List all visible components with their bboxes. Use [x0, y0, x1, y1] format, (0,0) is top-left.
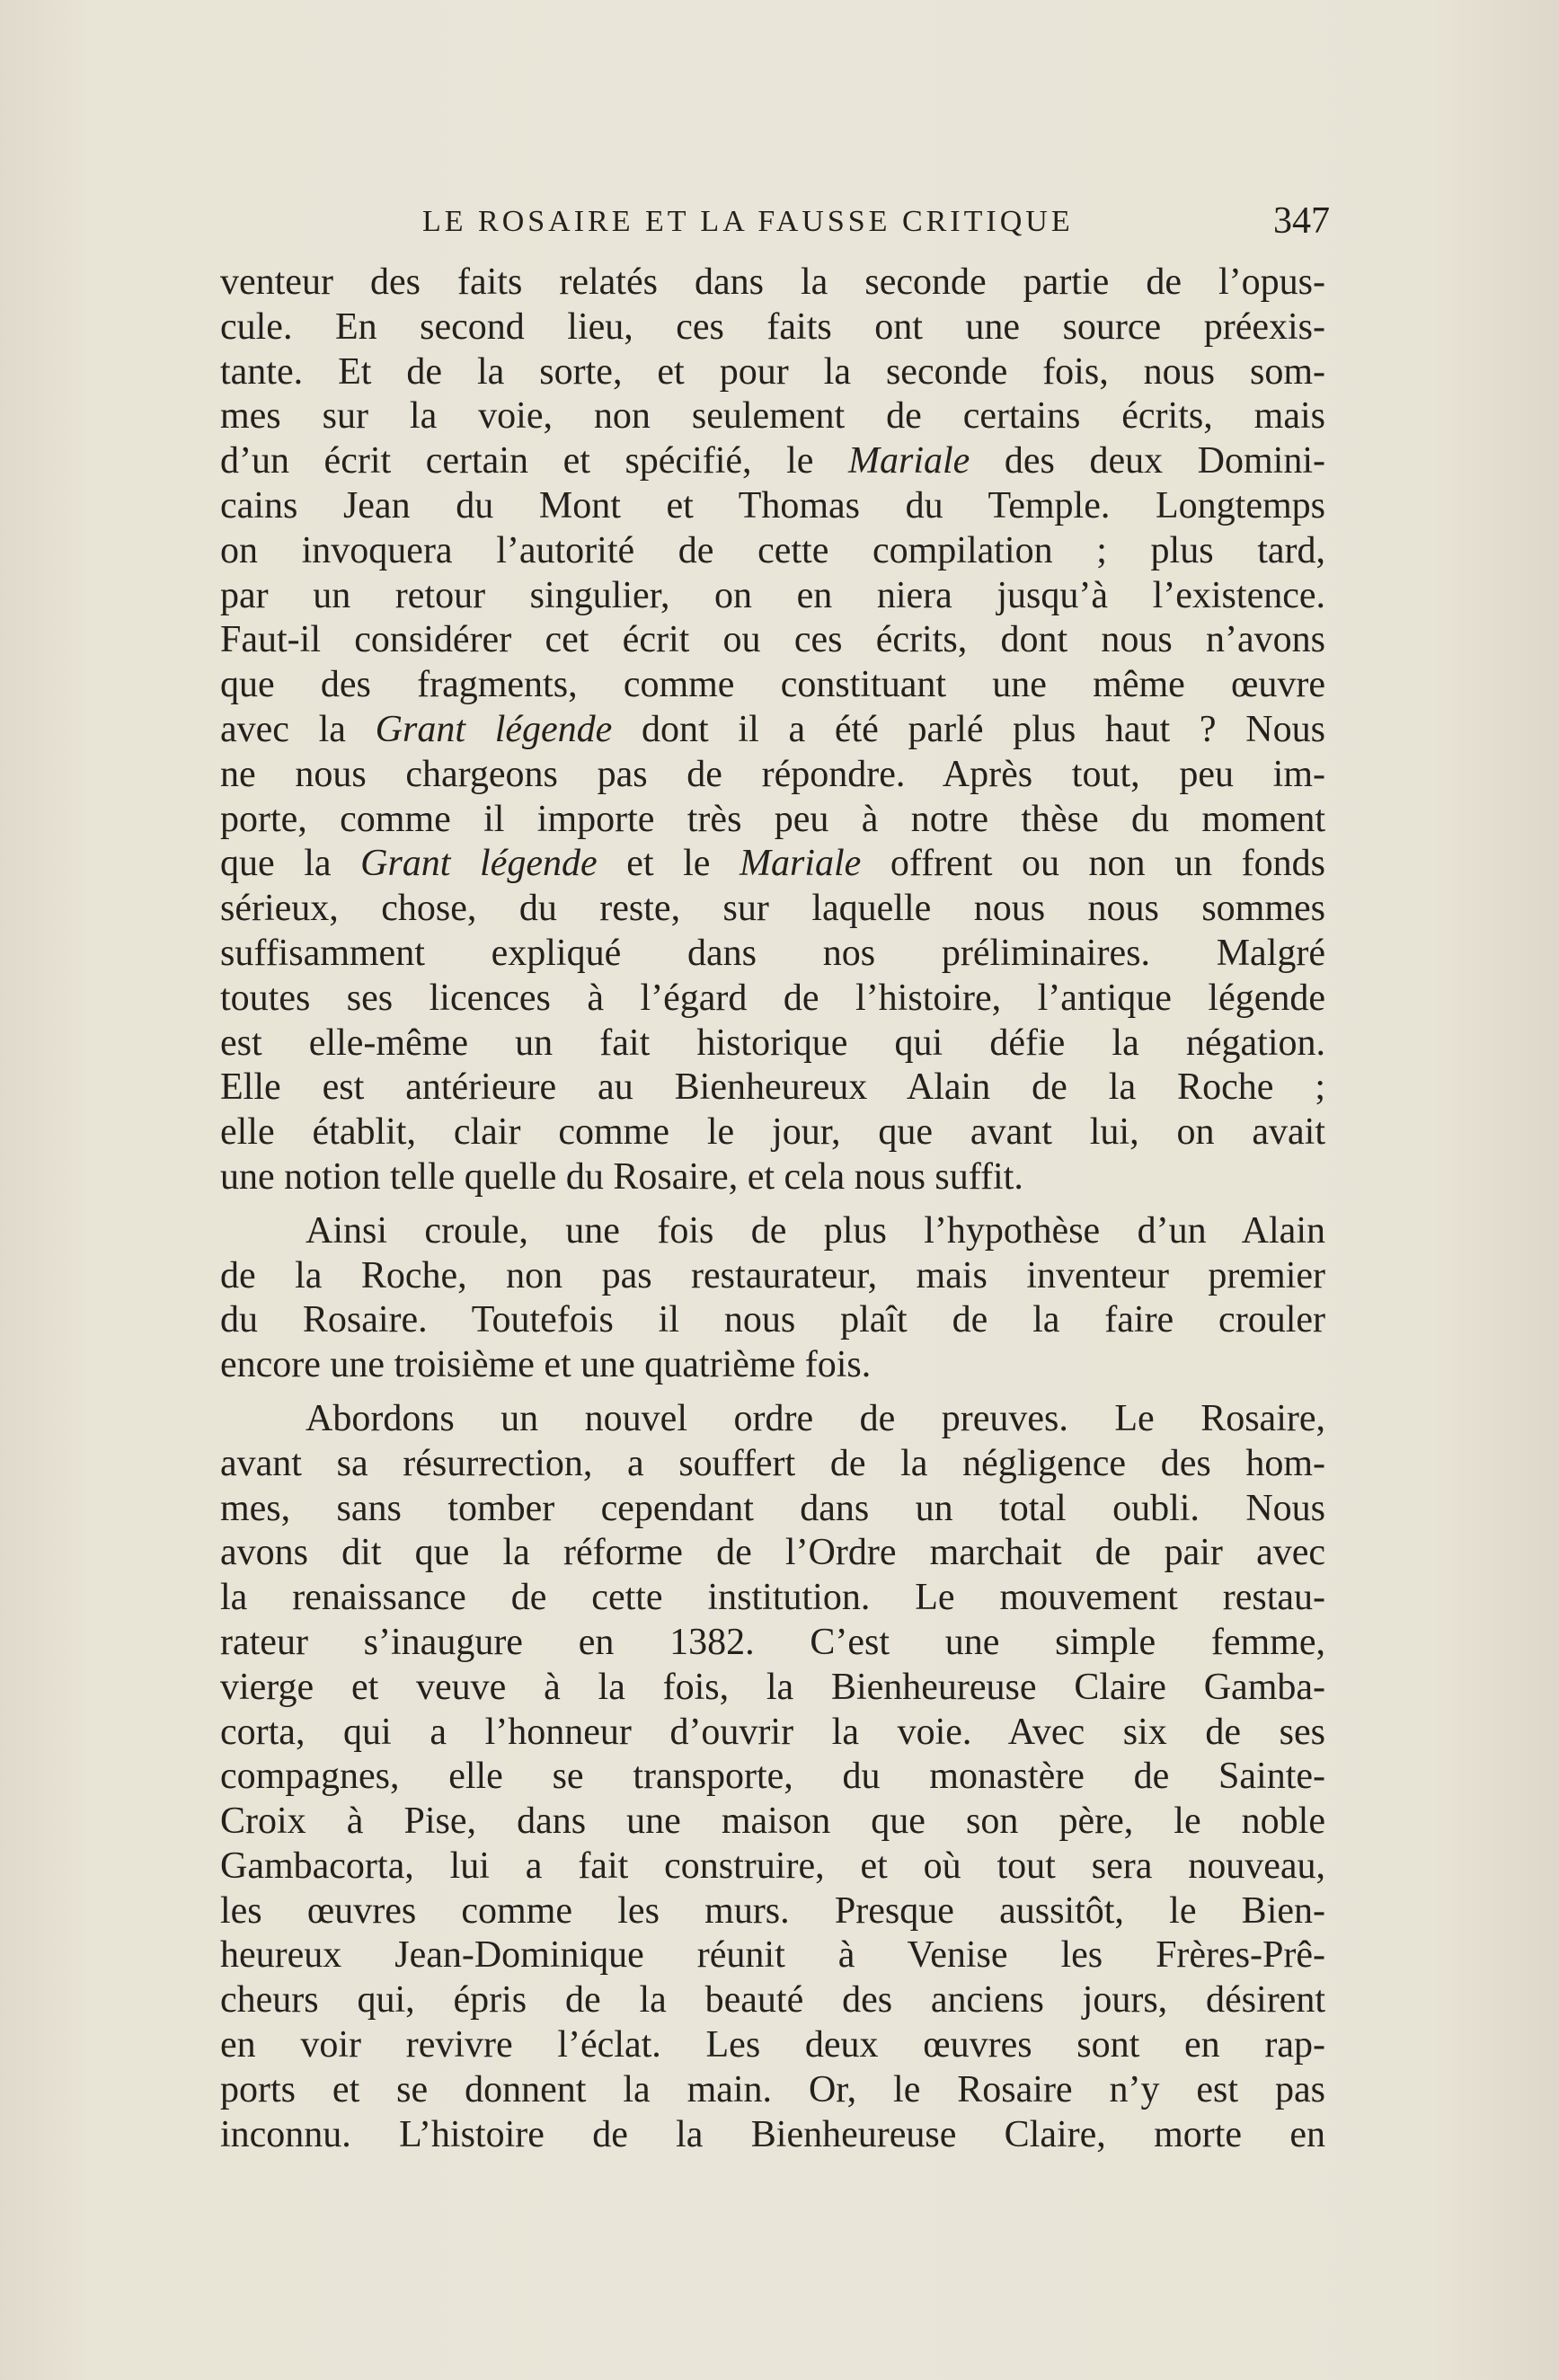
paragraph: [220, 1209, 1325, 1388]
running-head: LE ROSAIRE ET LA FAUSSE CRITIQUE: [422, 205, 1074, 238]
text-line: une notion telle quelle du Rosaire, et cela nous suffit.: [220, 1155, 1023, 1198]
page-number: 347: [1273, 200, 1330, 242]
text-line: encore une troisième et une quatrième fois.: [220, 1344, 872, 1386]
text-line: les œuvres comme les murs. Presque aussitôt, le Bien-: [220, 1889, 1325, 1932]
body-text: [220, 261, 1325, 2157]
text-line: on invoquera l’autorité de cette compilation ; plus tard,: [220, 529, 1325, 571]
text-line: que la Grant légende et le Mariale offrent ou non un fonds: [220, 843, 1325, 885]
text-line: Gambacorta, lui a fait construire, et où tout sera nouveau,: [220, 1845, 1325, 1887]
text-line: mes, sans tomber cependant dans un total oubli. Nous: [220, 1487, 1325, 1529]
italic-title: Mariale: [739, 843, 862, 885]
text-line: Abordons un nouvel ordre de preuves. Le Rosaire,: [306, 1397, 1325, 1439]
text-line: avons dit que la réforme de l’Ordre marchait de pair avec: [220, 1532, 1325, 1574]
text-line: venteur des faits relatés dans la seconde partie de l’opus-: [220, 261, 1325, 303]
paragraph-gap: [220, 1388, 1325, 1397]
text-line: par un retour singulier, on en niera jusqu’à l’existence.: [220, 574, 1325, 616]
text-line: inconnu. L’histoire de la Bienheureuse Claire, morte en: [220, 2113, 1325, 2155]
text-line: du Rosaire. Toutefois il nous plaît de la faire crouler: [220, 1299, 1325, 1341]
text-line: ports et se donnent la main. Or, le Rosaire n’y est pas: [220, 2068, 1325, 2110]
text-line: compagnes, elle se transporte, du monastère de Sainte-: [220, 1756, 1325, 1798]
text-line: avec la Grant légende dont il a été parlé plus haut ? Nous: [220, 708, 1325, 750]
text-line: est elle-même un fait historique qui défie la négation.: [220, 1022, 1325, 1064]
text-line: toutes ses licences à l’égard de l’histoire, l’antique légende: [220, 977, 1325, 1019]
text-line: Elle est antérieure au Bienheureux Alain de la Roche ;: [220, 1066, 1325, 1109]
text-line: en voir revivre l’éclat. Les deux œuvres sont en rap-: [220, 2024, 1325, 2066]
italic-title: Mariale: [848, 440, 970, 482]
italic-title: Grant légende: [375, 708, 613, 750]
text-line: ne nous chargeons pas de répondre. Après tout, peu im-: [220, 753, 1325, 795]
text-line: d’un écrit certain et spécifié, le Mariale des deux Domini-: [220, 440, 1326, 482]
page-header: [422, 198, 1330, 252]
text-line: Croix à Pise, dans une maison que son père, le noble: [220, 1800, 1325, 1843]
paragraph: [220, 1397, 1325, 2158]
paragraph: [220, 261, 1325, 1200]
text-line: suffisamment expliqué dans nos préliminaires. Malgré: [220, 932, 1325, 974]
text-line: Ainsi croule, une fois de plus l’hypothèse d’un Alain: [306, 1209, 1325, 1252]
paragraph-gap: [220, 1200, 1325, 1209]
text-line: rateur s’inaugure en 1382. C’est une simple femme,: [220, 1621, 1325, 1663]
text-line: avant sa résurrection, a souffert de la négligence des hom-: [220, 1442, 1325, 1484]
text-line: que des fragments, comme constituant une même œuvre: [220, 664, 1325, 706]
text-line: elle établit, clair comme le jour, que avant lui, on avait: [220, 1111, 1325, 1154]
text-line: corta, qui a l’honneur d’ouvrir la voie. Avec six de ses: [220, 1711, 1325, 1753]
text-line: la renaissance de cette institution. Le mouvement restau-: [220, 1577, 1325, 1619]
text-line: heureux Jean-Dominique réunit à Venise les Frères-Prê-: [220, 1934, 1325, 1977]
text-line: cains Jean du Mont et Thomas du Temple. Longtemps: [220, 484, 1325, 526]
text-line: de la Roche, non pas restaurateur, mais inventeur premier: [220, 1254, 1325, 1296]
italic-title: Grant légende: [360, 843, 598, 885]
text-line: porte, comme il importe très peu à notre thèse du moment: [220, 798, 1325, 840]
text-line: cule. En second lieu, ces faits ont une source préexis-: [220, 305, 1325, 348]
text-line: vierge et veuve à la fois, la Bienheureuse Claire Gamba-: [220, 1666, 1325, 1708]
text-line: sérieux, chose, du reste, sur laquelle nous nous sommes: [220, 888, 1325, 930]
text-line: cheurs qui, épris de la beauté des anciens jours, désirent: [220, 1979, 1325, 2022]
text-line: mes sur la voie, non seulement de certains écrits, mais: [220, 395, 1325, 438]
text-line: tante. Et de la sorte, et pour la seconde fois, nous som-: [220, 350, 1325, 393]
text-line: Faut-il considérer cet écrit ou ces écrits, dont nous n’avons: [220, 619, 1325, 661]
